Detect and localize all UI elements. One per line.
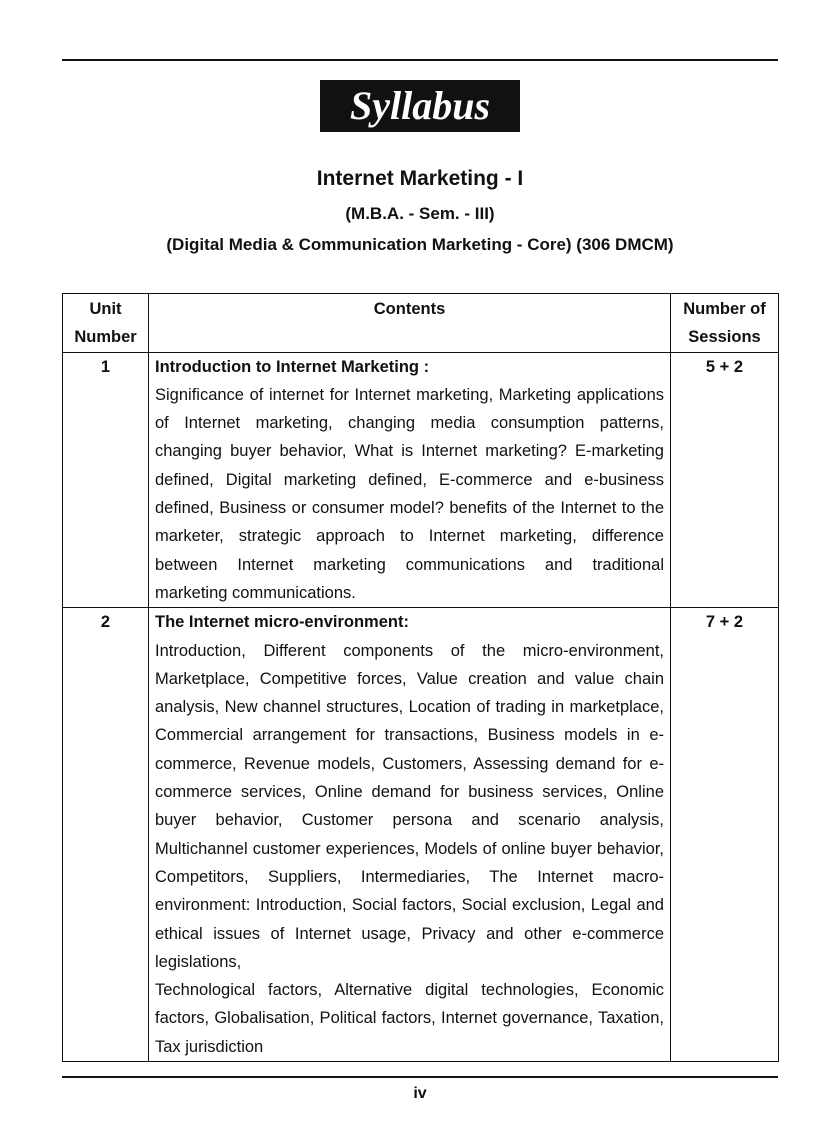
unit-title: Introduction to Internet Marketing :	[155, 357, 430, 376]
course-specialization: (Digital Media & Communication Marketing - Core) (306 DMCM)	[166, 235, 674, 254]
header-sessions-line1: Number of	[683, 300, 766, 318]
unit-description-continued: Technological factors, Alternative digital technologies, Economic factors, Globalisation, Political factors, Internet governance, Taxation, Tax jurisdiction	[155, 981, 664, 1056]
unit-description: Introduction, Different components of the micro-environment, Marketplace, Competitive forces, Value creation and value chain analysis, New channel structures, Location of trading in marketplace, Commercial arrangement for transactions, Business models in e-commerce, Revenue models, Customers, Assessing demand for e-commerce services, Online demand for business services, Online buyer behavior, Customer persona and scenario analysis, Multichannel customer experiences, Models of online buyer behavior, Competitors, Suppliers, Intermediaries, The Internet macro-environment: Introduction, Social factors, Social exclusion, Legal and ethical issues of Internet usage, Privacy and other e-commerce legislations,	[155, 641, 664, 971]
course-title: Internet Marketing - I	[316, 167, 524, 190]
bottom-rule	[62, 1076, 778, 1078]
header-unit-line2: Number	[74, 328, 137, 347]
header-unit-number	[63, 294, 149, 353]
header-unit-line1: Unit	[89, 300, 122, 318]
course-program: (M.B.A. - Sem. - III)	[345, 204, 495, 223]
unit-contents	[149, 608, 671, 1062]
unit-contents	[149, 352, 671, 608]
header-sessions	[671, 294, 779, 353]
top-rule	[62, 59, 778, 61]
table-row	[63, 608, 779, 1062]
unit-sessions: 5 + 2	[671, 352, 779, 608]
syllabus-badge: Syllabus	[320, 80, 520, 132]
unit-title: The Internet micro-environment:	[155, 613, 409, 632]
unit-description: Significance of internet for Internet marketing, Marketing applications of Internet marketing, changing media consumption patterns, changing buyer behavior, What is Internet marketing? E-marketing defined, Digital marketing defined, E-commerce and e-business defined, Business or consumer model? benefits of the Internet to the marketer, strategic approach to Internet marketing, difference between Internet marketing communications and traditional marketing communications.	[155, 385, 664, 602]
page-number: iv	[413, 1085, 427, 1102]
header-sessions-line2: Sessions	[688, 328, 761, 347]
table-header-row	[63, 294, 779, 353]
header-contents: Contents	[149, 294, 671, 353]
unit-number: 1	[63, 352, 149, 608]
unit-number: 2	[63, 608, 149, 1062]
table-row	[63, 352, 779, 608]
syllabus-table	[62, 293, 779, 1062]
unit-sessions: 7 + 2	[671, 608, 779, 1062]
